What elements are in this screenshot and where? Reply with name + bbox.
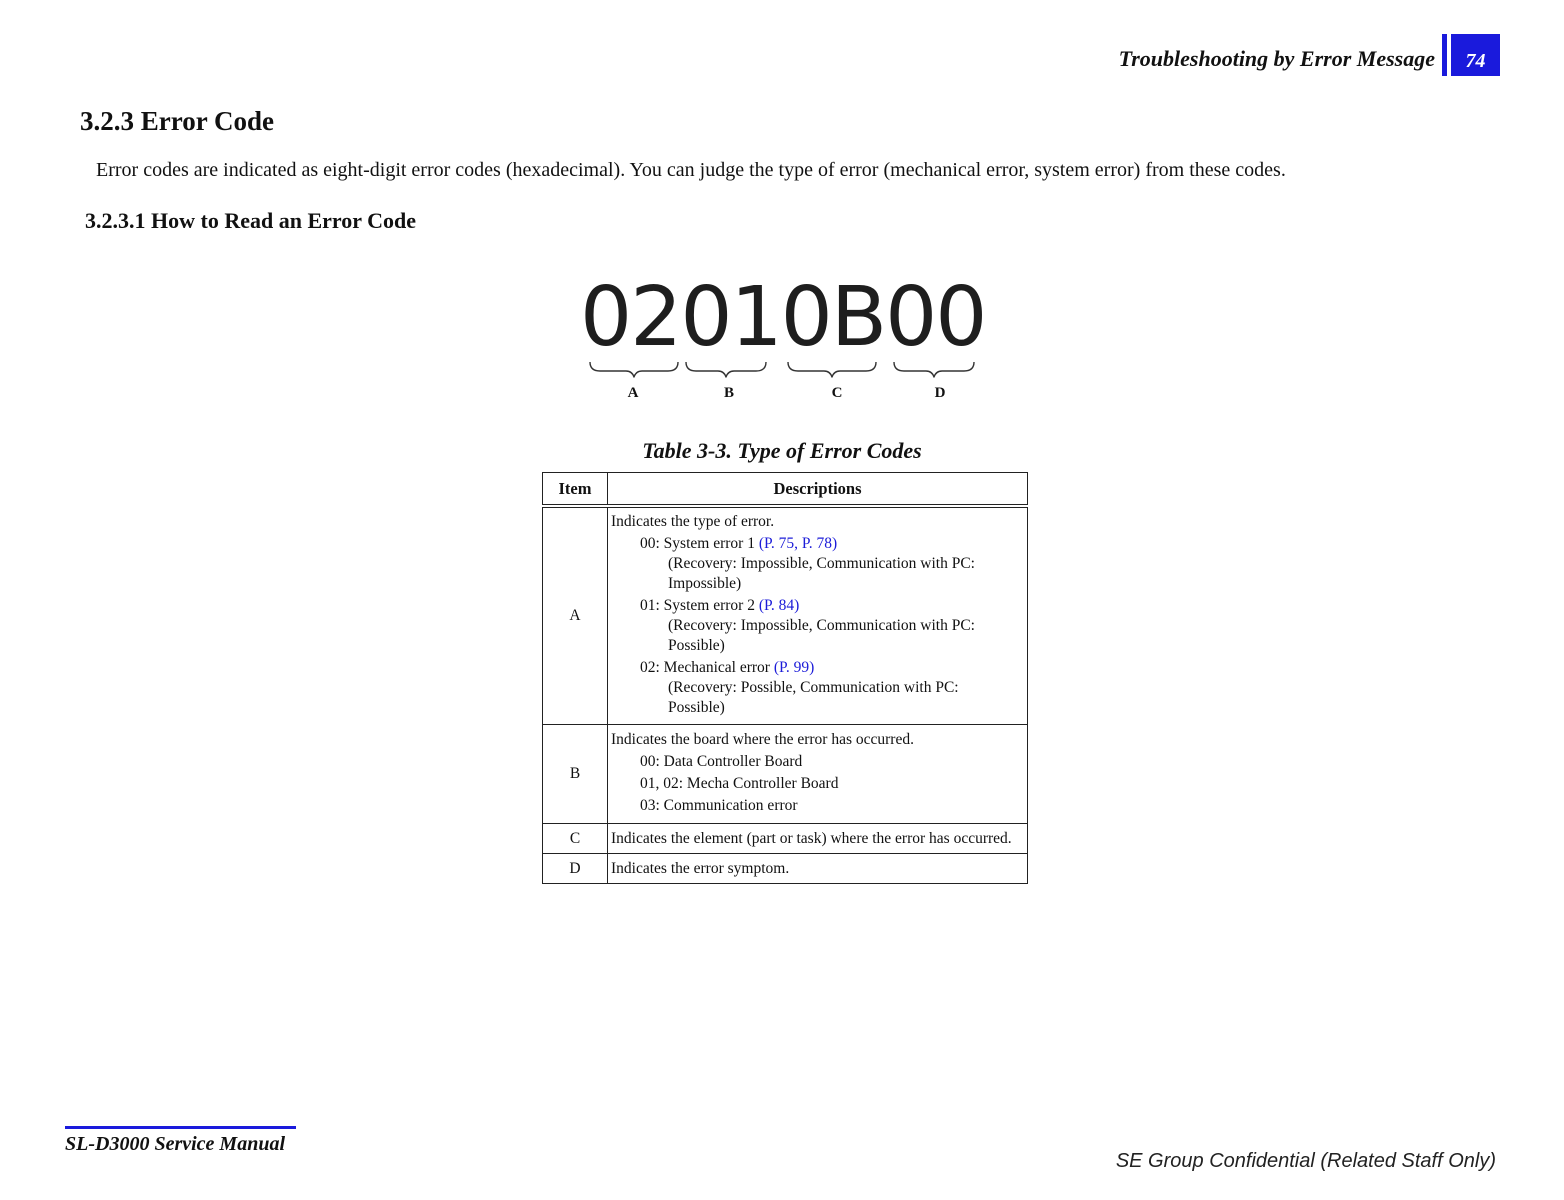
- table-row-a: [543, 506, 1028, 725]
- description-a: [608, 506, 1028, 725]
- footer-manual-title: SL-D3000 Service Manual: [65, 1133, 285, 1155]
- error-code-example: 02010B00: [580, 270, 986, 365]
- page-number-badge: [1451, 34, 1500, 76]
- link-p84[interactable]: (P. 84): [758, 597, 800, 614]
- description-b: [608, 725, 1028, 824]
- link-p75-p78[interactable]: (P. 75, P. 78): [758, 535, 838, 552]
- page-number: 74: [1465, 50, 1486, 72]
- brace-label-b: B: [723, 385, 735, 401]
- desc-a-02-text: 02: Mechanical error: [640, 659, 774, 676]
- desc-a-00-note1: (Recovery: Impossible, Communication with PC:: [668, 555, 975, 572]
- error-code-figure: [560, 268, 1000, 408]
- header-descriptions: Descriptions: [608, 473, 1028, 507]
- desc-a-02-note2: Possible): [668, 699, 725, 716]
- desc-a-00: [611, 534, 1027, 554]
- link-p99[interactable]: (P. 99): [773, 659, 815, 676]
- item-b: B: [543, 725, 608, 824]
- desc-a-00-text: 00: System error 1: [640, 535, 759, 552]
- brace-label-a: A: [627, 385, 639, 401]
- table-row-c: [543, 824, 1028, 854]
- header-accent-bar: [1442, 34, 1447, 76]
- desc-a-02-note1: (Recovery: Possible, Communication with PC:: [668, 679, 959, 696]
- desc-a-01-note1: (Recovery: Impossible, Communication with PC:: [668, 617, 975, 634]
- description-c: Indicates the element (part or task) where the error has occurred.: [608, 824, 1028, 854]
- desc-b-00: 00: Data Controller Board: [640, 753, 803, 770]
- desc-b-03: 03: Communication error: [640, 797, 798, 814]
- footer-accent-rule: [65, 1126, 296, 1129]
- desc-a-01-note2: Possible): [668, 637, 725, 654]
- brace-d: [894, 362, 974, 377]
- brace-b: [686, 362, 766, 377]
- item-d: D: [543, 854, 608, 884]
- table-caption: Table 3-3. Type of Error Codes: [642, 438, 922, 463]
- desc-b-intro: Indicates the board where the error has occurred.: [611, 731, 914, 748]
- item-c: C: [543, 824, 608, 854]
- desc-a-intro: Indicates the type of error.: [611, 513, 775, 530]
- desc-a-00-note2: Impossible): [668, 575, 742, 592]
- header-item: Item: [543, 473, 608, 507]
- brace-label-d: D: [934, 385, 946, 401]
- desc-a-01: [611, 596, 1027, 616]
- subsection-heading: 3.2.3.1 How to Read an Error Code: [85, 208, 417, 233]
- desc-a-01-text: 01: System error 2: [640, 597, 759, 614]
- error-code-table: [542, 472, 1028, 884]
- footer-confidential-notice: SE Group Confidential (Related Staff Only): [1115, 1150, 1496, 1172]
- brace-diagram: [560, 268, 1000, 408]
- desc-a-02: [611, 658, 1027, 678]
- table-row-b: [543, 725, 1028, 824]
- description-d: Indicates the error symptom.: [608, 854, 1028, 884]
- desc-b-01: 01, 02: Mecha Controller Board: [640, 775, 839, 792]
- brace-label-c: C: [831, 385, 843, 401]
- table-row-d: [543, 854, 1028, 884]
- table-header-row: [543, 473, 1028, 507]
- item-a: A: [543, 506, 608, 725]
- brace-a: [590, 362, 678, 377]
- section-heading: 3.2.3 Error Code: [80, 106, 274, 136]
- running-header-title: Troubleshooting by Error Message: [1118, 46, 1435, 71]
- brace-c: [788, 362, 876, 377]
- section-intro-paragraph: Error codes are indicated as eight-digit error codes (hexadecimal). You can judge the type of error (mechanical error, system error) from these codes.: [96, 159, 1286, 181]
